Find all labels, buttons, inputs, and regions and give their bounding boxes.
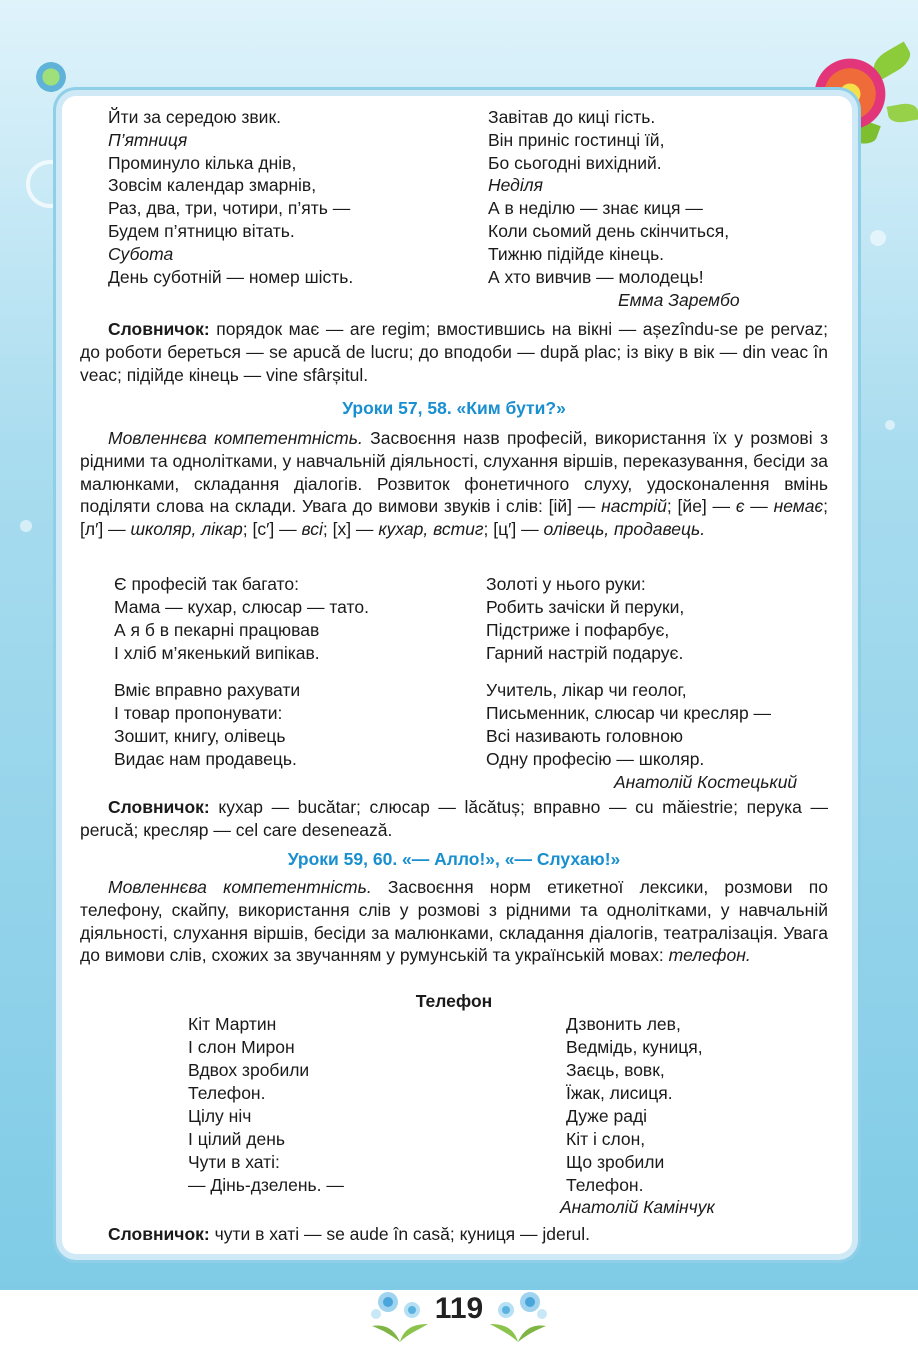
lesson2-poem-title: Телефон [415, 991, 493, 1011]
lesson2-heading: Уроки 59, 60. «— Алло!», «— Слухаю!» [287, 849, 621, 869]
poem-line: І цілий день [188, 1129, 285, 1149]
poem1-right-line: Завітав до киці гість. [488, 107, 656, 127]
poem1-right-line: Тижню підійде кінець. [488, 243, 665, 264]
poem-line: І товар пропонувати: [114, 703, 283, 723]
poem1-left-line: День суботній — номер шість. [108, 266, 354, 287]
poem1-right-line: Він приніс гостинці їй, [488, 129, 665, 150]
description-part: Засвоєння назв професій, використання їх у розмові з рідними та однолітками, у навчальній діяльності, слухання віршів, переказування, бесіди за малюнками, складання діалогів. Розвиток фонетичного слуху, удосконалення вмінь поділяти слова на склади. Увага до вимови звуків і слів: [ій] — [80, 428, 828, 517]
poem-line: Дзвонить лев, [566, 1014, 681, 1034]
description-part: Засвоєння норм етикетної лексики, розмови по телефону, скайпу, використання слів у розмові з рідними та однолітками, у навчальній діяльності, слухання віршів, бесіди за малюнками, складання діалогів, театралізація. Увага до вимови слів, схожих за звучанням у румунській та українській мовах: [80, 877, 828, 966]
poem1-left-line: Раз, два, три, чотири, п’ять — [108, 198, 351, 219]
poem1-left-line: Йти за середою звик. [108, 107, 281, 127]
poem1-author: Емма Зарембо [618, 290, 740, 310]
lesson1-heading: Уроки 57, 58. «Ким бути?» [342, 398, 566, 418]
glossary1 [80, 318, 828, 386]
description-part: ; [с′] — [242, 519, 302, 540]
poem-line: Учитель, лікар чи геолог, [486, 680, 687, 700]
description-part: ; [ц′] — [483, 519, 544, 540]
decorative-bubble-icon [20, 520, 32, 532]
poem1-left-line: П’ятниця [108, 129, 188, 150]
glossary-text: порядок має — are regim; вмостившись на вікні — așezîndu-se pe pervaz; до роботи береться — se apucă de lucru; до вподоби — după plac; із віку в вік — din veac în veac; підійде кінець — vine sfârșitul. [80, 319, 828, 385]
right-floral-ornament-icon [482, 1284, 554, 1344]
description-part: настрій [601, 496, 667, 517]
lesson1-poem-author: Анатолій Костецький [614, 772, 798, 792]
poem-line: Золоті у нього руки: [486, 574, 646, 594]
poem-line: Їжак, лисиця. [566, 1083, 673, 1103]
poem1-right-line: А хто вивчив — молодець! [488, 266, 704, 287]
poem1-right-line: Неділя [488, 175, 543, 196]
description-part: кухар, встиг [378, 519, 484, 540]
poem1-left-line: Будем п’ятницю вітать. [108, 221, 295, 241]
decorative-bubble-icon [870, 230, 886, 246]
poem1-left-line: Зовсім календар змарнів, [108, 175, 317, 196]
poem-line: Гарний настрій подарує. [486, 643, 684, 663]
lesson1-description [80, 427, 828, 541]
description-part: Мовленнєва компетентність. [108, 877, 372, 897]
description-part: всі [301, 519, 323, 540]
poem-line: Письменник, слюсар чи кресляр — [486, 703, 772, 723]
description-part: є — немає [735, 496, 824, 517]
lesson2-glossary [80, 1223, 828, 1246]
glossary-label: Словничок: [108, 1224, 210, 1244]
glossary-text: чути в хаті — se aude în casă; куниця — jderul. [209, 1224, 591, 1244]
poem-line: Цілу ніч [188, 1106, 252, 1126]
poem-line: Заєць, вовк, [566, 1060, 665, 1080]
poem1-left-line: Проминуло кілька днів, [108, 152, 297, 173]
poem-line: Видає нам продавець. [114, 749, 297, 769]
poem-line: Робить зачіски й перуки, [486, 597, 685, 617]
description-part: ; [л′] — [80, 496, 829, 540]
decorative-bubble-icon [885, 420, 895, 430]
poem1-right-line: Коли сьомий день скінчиться, [488, 221, 730, 241]
poem-line: Телефон. [566, 1175, 644, 1195]
lesson1-glossary [80, 796, 828, 842]
page-number: 119 [434, 1292, 484, 1325]
poem-line: Всі називають головною [486, 726, 684, 746]
lesson2-description [80, 876, 828, 967]
poem-line: Є професій так багато: [114, 574, 299, 594]
glossary-text: кухар — bucătar; слюсар — lăcătuș; вправно — cu măiestrie; перука — perucă; кресляр — cel care desenează. [80, 797, 828, 840]
glossary-label: Словничок: [108, 319, 210, 339]
poem-line: — Дінь-дзелень. — [188, 1175, 344, 1195]
poem-line: Ведмідь, куниця, [566, 1037, 703, 1057]
poem-line: Дуже раді [566, 1106, 648, 1126]
poem-line: Підстриже і пофарбує, [486, 620, 670, 640]
glossary-label: Словничок: [108, 797, 210, 817]
poem1-right-line: А в неділю — знає киця — [488, 198, 703, 219]
description-part: Мовленнєва компетентність. [108, 428, 363, 448]
poem1-right-line: Бо сьогодні вихідний. [488, 152, 662, 173]
poem-line: Вдвох зробили [188, 1060, 310, 1080]
poem-line: Чути в хаті: [188, 1152, 280, 1172]
poem-line: Одну професію — школяр. [486, 749, 705, 769]
poem-line: І слон Мирон [188, 1037, 295, 1057]
poem-line: А я б в пекарні працював [114, 620, 320, 640]
description-part: ; [х] — [322, 519, 379, 540]
poem-line: Мама — кухар, слюсар — тато. [114, 597, 369, 617]
poem-line: Що зробили [566, 1152, 665, 1172]
description-part: олівець, продавець. [543, 519, 706, 540]
poem-line: Телефон. [188, 1083, 266, 1103]
poem1-left-line: Субота [108, 243, 174, 264]
decorative-bug-icon [36, 62, 66, 92]
poem-line: Кіт Мартин [188, 1014, 277, 1034]
poem-line: І хліб м’якенький випікав. [114, 643, 320, 663]
poem-line: Кіт і слон, [566, 1129, 646, 1149]
description-part: ; [йе] — [666, 496, 736, 517]
description-part: школяр, лікар [130, 519, 243, 540]
description-part: телефон. [668, 945, 751, 966]
poem-line: Вміє вправно рахувати [114, 680, 301, 700]
lesson2-poem-author: Анатолій Камінчук [560, 1197, 715, 1217]
poem-line: Зошит, книгу, олівець [114, 726, 286, 746]
